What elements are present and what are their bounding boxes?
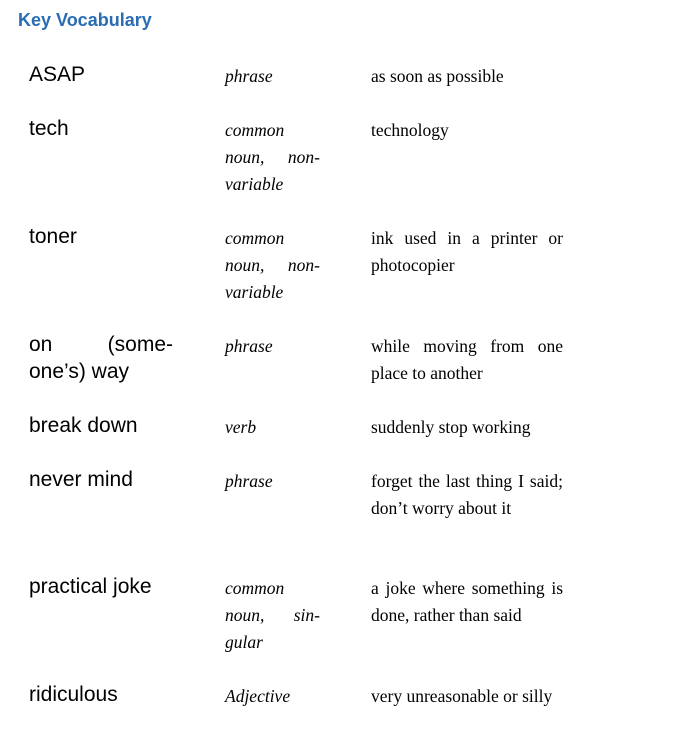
- vocab-term: ASAP: [29, 63, 86, 86]
- vocab-definition: very unreasonable or silly: [371, 686, 553, 706]
- vocab-definition: forget the last thing I said; don’t worry about it: [371, 471, 563, 518]
- vocab-definition: technology: [371, 120, 449, 140]
- vocab-term: practical joke: [29, 575, 152, 598]
- vocab-part-of-speech: common noun, non-variable: [225, 228, 320, 302]
- vocab-part-of-speech: common noun, sin-gular: [225, 578, 320, 652]
- vocab-term: never mind: [29, 468, 133, 491]
- vocab-definition: a joke where something is done, rather than said: [371, 578, 563, 625]
- section-heading: Key Vocabulary: [18, 10, 152, 30]
- vocab-part-of-speech: verb: [225, 417, 257, 437]
- vocab-part-of-speech: common noun, non-variable: [225, 120, 320, 194]
- vocab-definition: while moving from one place to another: [371, 336, 563, 383]
- vocab-definition: ink used in a printer or photocopier: [371, 228, 563, 275]
- vocab-part-of-speech: phrase: [225, 336, 273, 356]
- vocab-term: break down: [29, 414, 138, 437]
- vocab-definition: as soon as possible: [371, 66, 504, 86]
- vocab-part-of-speech: Adjective: [225, 686, 291, 706]
- vocab-term: toner: [29, 225, 77, 248]
- vocab-definition: suddenly stop working: [371, 417, 531, 437]
- vocab-part-of-speech: phrase: [225, 66, 273, 86]
- vocab-part-of-speech: phrase: [225, 471, 273, 491]
- vocab-term: ridiculous: [29, 683, 118, 706]
- vocab-term: on (some-one’s) way: [29, 333, 173, 383]
- vocab-term: tech: [29, 117, 69, 140]
